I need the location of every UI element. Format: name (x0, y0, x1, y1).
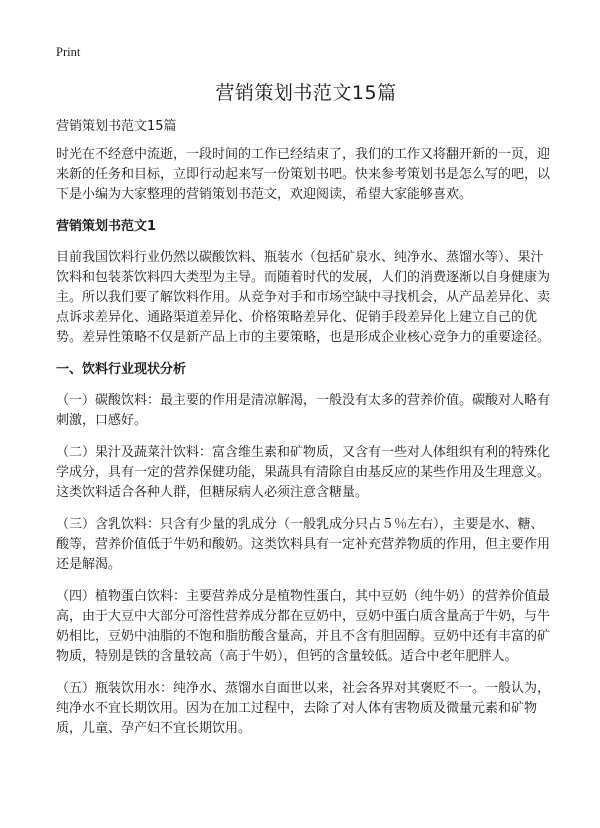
item-paragraph: （五）瓶装饮用水：纯净水、蒸馏水自面世以来，社会各界对其褒贬不一。一般认为，纯净水不宜长期饮用。因为在加工过程中，去除了对人体有害物质及微量元素和矿物质，儿童、孕产妇不宜长期饮用。 (56, 681, 551, 736)
item-paragraph: （四）植物蛋白饮料：主要营养成分是植物性蛋白，其中豆奶（纯牛奶）的营养价值最高，由于大豆中大部分可溶性营养成分都在豆奶中，豆奶中蛋白质含量高于牛奶，与牛奶相比，豆奶中油脂的不饱和脂肪酸含量高，并且不含有胆固醇。豆奶中还有丰富的矿物质，特别是铁的含量较高（高于牛奶），但钙的含量较低。适合中老年肥胖人。 (56, 589, 551, 664)
document-title: 营销策划书范文15篇 (215, 82, 397, 104)
item-paragraph: （二）果汁及蔬菜汁饮料：富含维生素和矿物质，又含有一些对人体组织有利的特殊化学成分，具有一定的营养保健功能，果蔬具有清除自由基反应的某些作用及生理意义。这类饮料适合各种人群，但糖尿病人必须注意含糖量。 (56, 445, 551, 500)
item-paragraph: （三）含乳饮料：只含有少量的乳成分（一般乳成分只占５％左右），主要是水、糖、酸等，营养价值低于牛奶和酸奶。这类饮料具有一定补充营养物质的作用，但主要作用还是解渴。 (56, 517, 551, 572)
item-paragraph: （一）碳酸饮料：最主要的作用是清凉解渴，一般没有太多的营养价值。碳酸对人略有刺激，口感好。 (56, 393, 551, 428)
section-paragraph: 目前我国饮料行业仍然以碳酸饮料、瓶装水（包括矿泉水、纯净水、蒸馏水等）、果汁饮料和包装茶饮料四大类型为主导。而随着时代的发展，人们的消费逐渐以自身健康为主。所以我们要了解饮料作用。从竞争对手和市场空缺中寻找机会，从产品差异化、卖点诉求差异化、通路渠道差异化、价格策略差异化、促销手段差异化上建立自己的优势。差异性策略不仅是新产品上市的主要策略，也是形成企业核心竞争力的重要途径。 (56, 250, 551, 345)
print-link[interactable]: Print (56, 45, 81, 59)
intro-paragraph: 时光在不经意中流逝，一段时间的工作已经结束了，我们的工作又将翻开新的一页，迎来新的任务和目标，立即行动起来写一份策划书吧。快来参考策划书是怎么写的吧，以下是小编为大家整理的营销策划书范文，欢迎阅读，希望大家能够喜欢。 (56, 147, 551, 202)
document-subtitle: 营销策划书范文15篇 (56, 119, 177, 134)
section-heading: 营销策划书范文1 (56, 219, 157, 234)
subsection-heading: 一、饮料行业现状分析 (56, 362, 187, 377)
